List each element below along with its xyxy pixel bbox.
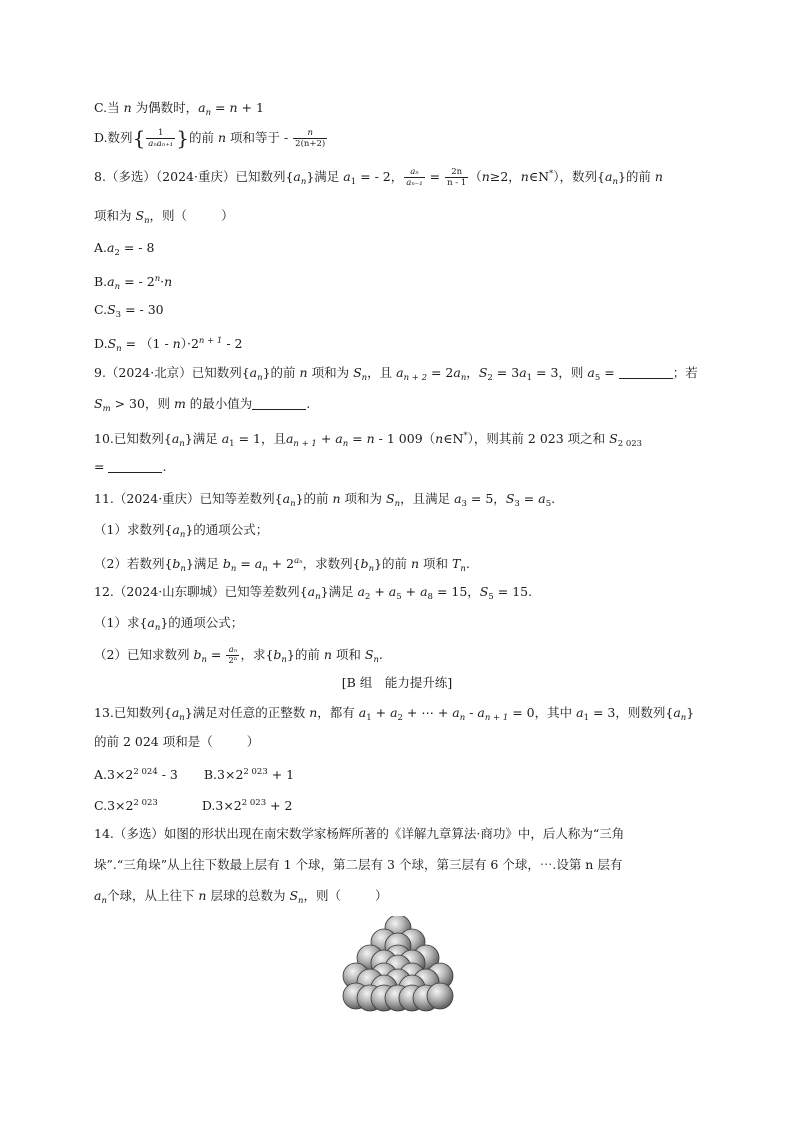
var: a (94, 888, 102, 903)
var: n (435, 431, 444, 446)
text: 项和等于 - (226, 130, 293, 145)
text: = - 30 (121, 302, 164, 317)
subscript: 2 (364, 592, 371, 602)
text: ， (466, 365, 479, 380)
text: - 3 (157, 767, 178, 782)
var: n (520, 169, 529, 184)
var: a (396, 365, 404, 380)
subscript: 2 (114, 248, 120, 258)
subscript: n + 1 (293, 439, 317, 449)
text: }满足 (185, 556, 223, 571)
fraction (226, 645, 239, 666)
var: n (481, 169, 490, 184)
subscript: n (368, 564, 375, 574)
subscript: n + 2 (403, 373, 427, 383)
superscript: * (463, 431, 468, 441)
text: }的前 (617, 169, 655, 184)
text: = (236, 556, 255, 571)
q10-line-1 (94, 428, 642, 452)
subscript: n (460, 373, 467, 383)
var: T (452, 556, 461, 571)
subscript: n (114, 282, 121, 292)
answer-blank (252, 397, 306, 410)
denominator: n - 1 (447, 178, 467, 188)
var: a (282, 491, 291, 506)
var: S (289, 888, 299, 903)
var: S (364, 647, 374, 662)
text: 项和 (419, 556, 452, 571)
text: = 3 (492, 365, 520, 380)
superscript: 2 023 (243, 767, 268, 777)
q8-option-d (94, 333, 242, 357)
subscript: n (201, 655, 207, 665)
var: a (221, 431, 230, 446)
numerator: 1 (146, 128, 175, 139)
text: = - 2 (120, 274, 155, 289)
subscript: n (281, 655, 287, 665)
subscript: n (154, 623, 161, 633)
text: . (378, 647, 383, 662)
text: }满足对任意的正整数 (184, 705, 310, 720)
var: n (654, 169, 663, 184)
text: = (94, 459, 109, 474)
text: 为偶数时， (131, 100, 199, 115)
var: a (254, 556, 263, 571)
q8-line-1 (94, 166, 663, 190)
var: a (307, 584, 316, 599)
superscript: n (154, 274, 161, 284)
text: } (686, 705, 695, 720)
text: }的通项公式； (160, 615, 244, 630)
text: 8.（多选）（2024·重庆）已知数列{ (94, 169, 294, 184)
subscript: n (300, 177, 307, 187)
text: （1）求数列{ (94, 522, 173, 537)
q14-line-3 (94, 888, 388, 909)
text: 10.已知数列{ (94, 431, 172, 446)
superscript: 2 023 (241, 798, 267, 808)
text: ∈N (528, 169, 550, 184)
q12-part-1 (94, 615, 243, 636)
text: . (465, 556, 470, 571)
superscript: aₙ (294, 556, 303, 566)
text: ，求数列{ (302, 556, 361, 571)
q8-line-2 (94, 208, 234, 229)
text: }满足 (320, 584, 358, 599)
numerator: aₙ (226, 645, 239, 656)
var: S (386, 491, 395, 506)
subscript: n (290, 499, 296, 509)
text: 项和为 (94, 208, 136, 223)
section-b-heading: [B 组 能力提升练] (341, 675, 453, 690)
subscript: m (102, 404, 111, 414)
subscript: 2 (397, 713, 403, 723)
text: B.3×2 (203, 767, 244, 782)
var: a (358, 705, 367, 720)
text: = (348, 431, 367, 446)
var: S (94, 396, 103, 411)
text: = (425, 169, 445, 184)
superscript: n + 1 (198, 336, 223, 346)
answer-blank (108, 460, 162, 473)
var: S (107, 336, 117, 351)
text: D.数列 (94, 130, 133, 145)
var: S (135, 208, 145, 223)
text: + (370, 584, 389, 599)
text: （1）求{ (94, 615, 148, 630)
denominator: 2ⁿ (228, 656, 238, 666)
var: n (217, 130, 226, 145)
subscript: n (361, 373, 368, 383)
var: a (538, 491, 546, 506)
text: }满足 (184, 431, 222, 446)
q14-line-2: 垛”.“三角垛”从上往下数最上层有 1 个球，第二层有 3 个球，第三层有 6 个球，⋯.设第 n 层有 (94, 857, 623, 872)
text: }的前 (262, 365, 300, 380)
text: = - 8 (119, 240, 155, 255)
subscript: n (459, 713, 466, 723)
q11-part-1 (94, 522, 268, 543)
option-d-line (94, 128, 328, 149)
text: 项和为 (340, 491, 387, 506)
text: ，求{ (240, 647, 274, 662)
var: n (309, 705, 318, 720)
subscript: n (680, 713, 687, 723)
var: n (410, 556, 420, 571)
var: n (198, 888, 207, 903)
subscript: n (262, 564, 268, 574)
text: + 2 (266, 798, 293, 813)
subscript: 3 (461, 499, 467, 509)
q10-line-2 (94, 459, 166, 475)
text: 的前 2 024 项和是（ (94, 734, 213, 749)
text: （ (469, 169, 482, 184)
text: + (316, 431, 336, 446)
text: ，都有 (317, 705, 359, 720)
q13-line-2 (94, 734, 259, 750)
text: }满足 (306, 169, 344, 184)
text: = 3，则 (532, 365, 588, 380)
subscript: n (612, 177, 618, 187)
text: D. (94, 336, 108, 351)
var: a (107, 240, 115, 255)
fraction (146, 128, 175, 149)
ball-group (343, 916, 453, 1011)
var: a (452, 705, 460, 720)
var: a (198, 100, 206, 115)
text: }的前 (286, 647, 324, 662)
text: ） (246, 734, 260, 749)
var: a (388, 584, 397, 599)
q14-line-1: 14.（多选）如图的形状出现在南宋数学家杨辉所著的《详解九章算法·商功》中，后人称为“三角 (94, 826, 625, 841)
var: a (107, 274, 115, 289)
var: a (605, 169, 613, 184)
var: n (332, 491, 341, 506)
right-brace: } (176, 126, 189, 150)
subscript: n (180, 564, 186, 574)
var: n (366, 431, 375, 446)
q13-options-cd (94, 795, 292, 814)
var: a (477, 705, 485, 720)
var: b (273, 647, 282, 662)
var: S (353, 365, 362, 380)
subscript: n (460, 564, 466, 574)
ball (427, 983, 453, 1009)
triangular-ball-pile-figure (340, 916, 456, 1012)
subscript: 2 023 (617, 439, 643, 449)
q9-line-1 (94, 365, 698, 386)
text: ≥2， (489, 169, 521, 184)
subscript: 2 (487, 373, 493, 383)
text: = 5， (466, 491, 506, 506)
q11-part-2 (94, 553, 470, 577)
var: n (123, 100, 132, 115)
text: 12.（2024·山东聊城）已知等差数列{ (94, 584, 308, 599)
var: a (390, 705, 398, 720)
text: · (160, 274, 165, 289)
subscript: n (373, 655, 379, 665)
left-brace: { (132, 126, 146, 150)
numerator: 2n (445, 167, 468, 178)
subscript: 5 (488, 592, 494, 602)
var: n (164, 274, 173, 289)
text: }的前 (295, 491, 333, 506)
subscript: 1 (583, 713, 589, 723)
text: = (600, 365, 619, 380)
var: a (335, 431, 343, 446)
text: }的通项公式； (185, 522, 269, 537)
numerator: aₙ (404, 167, 424, 178)
var: a (420, 584, 428, 599)
var: b (172, 556, 181, 571)
subscript: n (298, 896, 304, 906)
text: （2）若数列{ (94, 556, 173, 571)
option-c-line (94, 100, 264, 121)
text: 个球，从上往下 (106, 888, 199, 903)
var: S (478, 365, 488, 380)
answer-blank (619, 366, 673, 379)
subscript: n (116, 344, 122, 354)
superscript: 2 023 (133, 798, 158, 808)
subscript: n (315, 592, 321, 602)
subscript: n (179, 439, 185, 449)
text: B. (94, 274, 108, 289)
q12-part-2 (94, 645, 383, 668)
var: a (147, 615, 155, 630)
subscript: 5 (545, 499, 552, 509)
text: + (401, 584, 421, 599)
text: 的最小值为 (185, 396, 253, 411)
text: A. (94, 240, 108, 255)
text: = 1，且 (234, 431, 286, 446)
text: ） (375, 888, 388, 903)
text: 项和为 (307, 365, 354, 380)
text: . (306, 396, 311, 411)
text: = (519, 491, 539, 506)
q8-option-a (94, 240, 154, 261)
var: S (479, 584, 489, 599)
subscript: 1 (526, 373, 533, 383)
text: = (206, 647, 226, 662)
var: b (193, 647, 202, 662)
q11-line-1 (94, 491, 555, 512)
subscript: n (144, 216, 150, 226)
var: a (293, 169, 301, 184)
subscript: 8 (427, 592, 433, 602)
text: - 2 (222, 336, 243, 351)
fraction (404, 167, 424, 188)
var: n (323, 647, 332, 662)
superscript: * (549, 169, 554, 179)
text: = 15， (432, 584, 480, 599)
text: ）·2 (180, 336, 199, 351)
var: a (343, 169, 351, 184)
text: . (162, 459, 167, 474)
subscript: n (257, 373, 263, 383)
text: ，则（ (303, 888, 342, 903)
q8-option-b (94, 271, 172, 295)
fraction (445, 167, 468, 188)
text: ，且 (367, 365, 397, 380)
text: ） (221, 208, 234, 223)
subscript: 3 (514, 499, 520, 509)
q9-line-2 (94, 396, 310, 417)
subscript: n (394, 499, 401, 509)
subscript: 1 (350, 177, 357, 187)
text: 层球的总数为 (206, 888, 290, 903)
var: S (107, 302, 116, 317)
text: ，则（ (149, 208, 188, 223)
denominator: 2(n+2) (295, 139, 326, 149)
var: a (453, 365, 461, 380)
subscript: n (342, 439, 349, 449)
denominator: aₙ₋₁ (406, 178, 423, 188)
text: A.3×2 (94, 767, 134, 782)
text: 9.（2024·北京）已知数列{ (94, 365, 250, 380)
subscript: n (230, 564, 237, 574)
var: n (229, 100, 238, 115)
subscript: n + 1 (484, 713, 509, 723)
var: b (222, 556, 231, 571)
var: S (609, 431, 618, 446)
text: = - 2， (356, 169, 404, 184)
var: a (673, 705, 681, 720)
q13-line-1 (94, 705, 694, 726)
text: = 3，则数列{ (589, 705, 674, 720)
text: D.3×2 (201, 798, 242, 813)
q13-options-ab (94, 764, 294, 783)
text: + 1 (237, 100, 264, 115)
subscript: n (179, 530, 186, 540)
text: ），则其前 2 023 项之和 (467, 431, 610, 446)
text: . (551, 491, 556, 506)
var: n (299, 365, 308, 380)
var: n (172, 336, 181, 351)
var: a (285, 431, 294, 446)
text: - (465, 705, 478, 720)
var: S (505, 491, 515, 506)
text: ，且满足 (400, 491, 455, 506)
text: 项和 (331, 647, 365, 662)
var: b (360, 556, 369, 571)
subscript: n (101, 896, 107, 906)
var: a (454, 491, 462, 506)
text: = 2 (426, 365, 454, 380)
text: - 1 009（ (374, 431, 436, 446)
var: a (249, 365, 258, 380)
text: （2）已知求数列 (94, 647, 194, 662)
var: a (519, 365, 527, 380)
subscript: 5 (594, 373, 601, 383)
text: 的前 (188, 130, 218, 145)
text: + (371, 705, 391, 720)
text: }的前 (374, 556, 411, 571)
subscript: n (179, 713, 185, 723)
text: C.3×2 (94, 798, 134, 813)
denominator: aₙaₙ₊₁ (148, 139, 174, 149)
text: 11.（2024·重庆）已知等差数列{ (94, 491, 283, 506)
text: = （1 - (121, 336, 173, 351)
text: C. (94, 302, 108, 317)
text: + ⋯ + (402, 705, 453, 720)
subscript: 3 (115, 310, 122, 320)
text: = (211, 100, 230, 115)
subscript: n (205, 108, 212, 118)
text: + 2 (267, 556, 295, 571)
text: 13.已知数列{ (94, 705, 172, 720)
text: ），数列{ (553, 169, 605, 184)
var: a (357, 584, 365, 599)
text: C.当 (94, 100, 124, 115)
subscript: 1 (229, 439, 235, 449)
q12-line-1 (94, 584, 532, 605)
var: a (576, 705, 584, 720)
text: > 30，则 (110, 396, 174, 411)
subscript: 5 (396, 592, 402, 602)
q8-option-c (94, 302, 164, 323)
var: a (171, 431, 180, 446)
var: a (587, 365, 595, 380)
text: = 0，其中 (508, 705, 577, 720)
text: = 15. (493, 584, 533, 599)
subscript: 1 (366, 713, 372, 723)
var: m (173, 396, 186, 411)
numerator: n (293, 128, 327, 139)
fraction (293, 128, 327, 149)
var: a (172, 522, 180, 537)
text: ∈N (443, 431, 464, 446)
superscript: 2 024 (133, 767, 158, 777)
var: a (171, 705, 180, 720)
text: ；若 (672, 365, 698, 380)
text: + 1 (267, 767, 295, 782)
